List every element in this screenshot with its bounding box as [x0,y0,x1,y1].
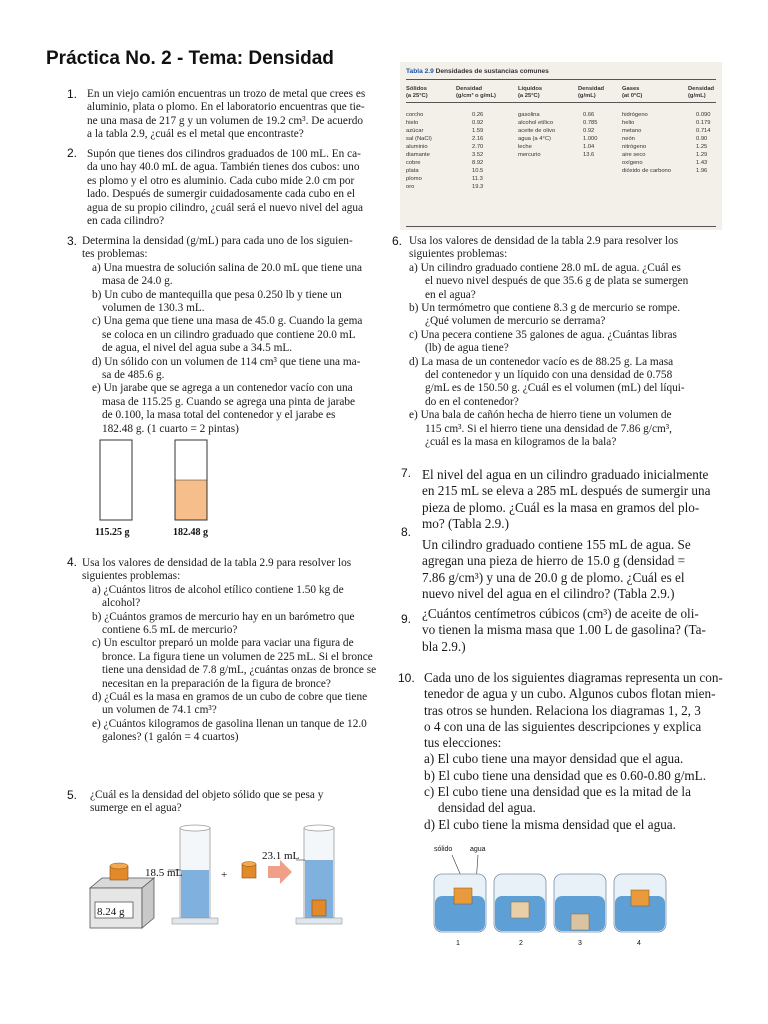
scale-reading: 8.24 g [97,906,125,918]
q1-number: 1. [67,87,78,101]
table-cell-solido-densidad: 1.59 [472,128,484,135]
table-cell-solido: diamante [406,152,430,159]
q2-text: Supón que tienes dos cilindros graduados de 100 mL. En ca- da uno hay 40.0 mL de agua. También tienes dos cubos: uno es plomo y el otro es aluminio. Cada cubo mide 2.0 cm por lado. Después de sumergir cuidadosamente cada cubo en el agua de su propio cilindro, ¿cuál será el nuevo nivel del agua en cada cilindro? [87,148,364,228]
table-cell-liquido-densidad: 1.04 [583,144,595,151]
beaker-1-label: 1 [456,940,460,947]
water-before [181,870,209,918]
table-cell-gas-densidad: 1.96 [696,168,708,175]
table-cell-solido: cobre [406,160,421,167]
column-liquidos [518,111,555,159]
beaker-3-label: 3 [578,940,582,947]
q8-number: 8. [401,525,412,539]
table-cell-gas: hidrógeno [622,112,648,118]
volume-after-label: 23.1 mL [262,850,300,862]
table-cell-liquido: leche [518,144,532,151]
beaker-2-label: 2 [519,940,523,947]
table-cell-solido: sal (NaCl) [406,136,432,143]
table-cell-gas: oxígeno [622,160,643,167]
table-cell-gas-densidad: 1.43 [696,160,708,167]
table-cell-solido-densidad: 11.3 [472,176,483,183]
table-cell-solido: plomo [406,176,422,183]
column-gases [622,111,671,175]
header-liquidos-densidad: Densidad (g/mL) [578,86,605,99]
q9-number: 9. [401,612,412,626]
table-cell-liquido: mercurio [518,152,541,159]
full-container-label: 182.48 g [173,527,208,538]
displacement-figure [82,818,382,938]
q10-number: 10. [398,671,415,685]
table-cell-solido-densidad: 2.16 [472,136,484,143]
table-cell-liquido: gasolina [518,112,540,118]
q1-text: En un viejo camión encuentras un trozo de metal que crees es aluminio, plata o plomo. En el laboratorio encuentras que tie- ne una masa de 217 g y un volumen de 19.2 cm³. De acuerdo a la tabla 2.9, ¿cuál es el metal que encontraste? [87,88,366,141]
syrup-fill [176,480,207,520]
header-gases-densidad: Densidad (g/mL) [688,86,715,99]
table-cell-solido: hielo [406,120,419,127]
beakers-figure [430,852,670,947]
table-cell-liquido: agua (a 4°C) [518,136,551,143]
empty-container [100,440,132,520]
q3-text: Determina la densidad (g/mL) para cada uno de los siguien- tes problemas: a) Una muestra de solución salina de 20.0 mL que tiene una masa de 24.0 g. b) Un cubo de mantequilla que pesa 0.250 lb y tiene un volumen de 130.3 mL. c) Una gema que tiene una masa de 45.0 g. Cuando la gema se coloca en un cilindro graduado que contiene 20.0 mL de agua, el nivel del agua sube a 34.5 mL. d) Un sólido con un volumen de 114 cm³ que tiene una ma- sa de 485.6 g. e) Un jarabe que se agrega a un contenedor vacío con una masa de 115.25 g. Cuando se agrega una pinta de jarabe de 0.100, la masa total del contenedor y el jarabe es 182.48 g. (1 cuarto = 2 pintas) [82,235,363,435]
q5-text: ¿Cuál es la densidad del objeto sólido que se pesa y sumerge en el agua? [90,789,324,815]
density-table [400,62,722,230]
arrow-icon [268,860,292,884]
beaker-1 [434,874,486,932]
table-cell-gas: metano [622,128,642,135]
header-liquidos: Líquidos (a 25°C) [518,86,543,99]
table-cell-solido-densidad: 8.92 [472,160,484,167]
table-cell-solido: azúcar [406,128,424,135]
table-cell-gas-densidad: 0.179 [696,120,711,127]
table-cell-liquido: alcohol etílico [518,120,554,127]
table-cell-solido: plata [406,168,419,175]
table-cell-solido-densidad: 0.92 [472,120,484,127]
table-cell-solido: corcho [406,112,424,118]
q3-number: 3. [67,234,78,248]
syrup-containers-figure [90,438,240,530]
header-solidos-densidad: Densidad (g/cm³ o g/mL) [456,86,496,99]
table-cell-liquido-densidad: 0.92 [583,128,595,135]
volume-before-label: 18.5 mL [145,867,183,879]
table-cell-solido: aluminio [406,144,428,151]
beaker-4-label: 4 [637,940,641,947]
column-solidos [406,111,432,191]
table-cell-gas-densidad: 1.25 [696,144,708,151]
q8-text: Un cilindro graduado contiene 155 mL de agua. Se agregan una pieza de hierro de 15.0 g (densidad = 7.86 g/cm³) y una de 20.0 g de plomo. ¿Cuál es el nuevo nivel del agua en el cilindro? (Tabla 2.9.) [422,537,691,601]
table-caption: Tabla 2.9 Densidades de sustancias comunes [406,68,549,75]
table-cell-gas-densidad: 0.090 [696,112,711,118]
beaker-2 [494,874,546,932]
empty-container-label: 115.25 g [95,527,130,538]
q7-number: 7. [401,466,412,480]
table-cell-liquido-densidad: 0.66 [583,112,595,118]
column-gases-vals [696,111,711,175]
page-title: Práctica No. 2 - Tema: Densidad [46,48,334,69]
table-cell-liquido-densidad: 13.6 [583,152,595,159]
q7-text: El nivel del agua en un cilindro graduado inicialmente en 215 mL se eleva a 285 mL después de sumergir una pieza de plomo. ¿Cuál es la masa en gramos del plo- mo? (Tabla 2.9.) [422,467,711,531]
label-solido: sólido [434,846,453,853]
table-cell-gas: neón [622,136,635,143]
table-cell-solido-densidad: 3.52 [472,152,484,159]
header-solidos: Sólidos (a 25°C) [406,86,428,99]
table-cell-gas-densidad: 0.714 [696,128,711,135]
q4-number: 4. [67,555,78,569]
q6-text: Usa los valores de densidad de la tabla 2.9 para resolver los siguientes problemas: a) Un cilindro graduado contiene 28.0 mL de agua. ¿Cuál es el nuevo nivel después de que 35.6 g de plata se sumergen en el agua? b) Un termómetro que contiene 8.3 g de mercurio se rompe. ¿Qué volumen de mercurio se derrama? c) Una pecera contiene 35 galones de agua. ¿Cuántas libras (lb) de agua tiene? d) La masa de un contenedor vacío es de 88.25 g. La masa del contenedor y un líquido con una densidad de 0.758 g/mL es de 150.50 g. ¿Cuál es el volumen (mL) del líqui- do en el contenedor? e) Una bala de cañón hecha de hierro tiene un volumen de 115 cm³. Si el hierro tiene una densidad de 7.86 g/cm³, ¿cuál es la masa en kilogramos de la bala? [409,235,689,449]
beaker-4 [614,874,666,932]
table-cell-solido-densidad: 0.26 [472,112,484,118]
table-cell-gas-densidad: 0.90 [696,136,708,143]
table-cell-liquido: aceite de olivo [518,128,556,135]
column-solidos-vals [472,111,483,191]
column-liquidos-vals [583,111,598,159]
table-cell-solido: oro [406,184,415,191]
header-gases: Gases (at 0°C) [622,86,643,99]
q4-text: Usa los valores de densidad de la tabla 2.9 para resolver los siguientes problemas: a) ¿Cuántos litros de alcohol etílico contiene 1.50 kg de alcohol? b) ¿Cuántos gramos de mercurio hay en un barómetro que contiene 6.5 mL de mercurio? c) Un escultor preparó un molde para vaciar una figura de bronce. La figura tiene un volumen de 225 mL. Si el bronce tiene una densidad de 7.8 g/mL, ¿cuántas onzas de bronce se necesitan en la preparación de la figura de bronce? d) ¿Cuál es la masa en gramos de un cubo de cobre que tiene un volumen de 74.1 cm³? e) ¿Cuántos kilogramos de gasolina llenan un tanque de 12.0 galones? (1 galón = 4 cuartos) [82,557,377,744]
table-cell-solido-densidad: 2.70 [472,144,484,151]
table-cell-gas-densidad: 1.29 [696,152,708,159]
q6-number: 6. [392,234,403,248]
table-cell-gas: nitrógeno [622,144,647,151]
table-cell-gas: helio [622,120,635,127]
plus-sign: + [221,869,228,881]
table-cell-solido-densidad: 10.5 [472,168,484,175]
table-cell-liquido-densidad: 0.785 [583,120,598,127]
table-cell-gas: aire seco [622,152,646,159]
beaker-3 [554,874,606,932]
table-cell-solido-densidad: 19.3 [472,184,484,191]
table-cell-liquido-densidad: 1.000 [583,136,598,143]
q10-text: Cada uno de los siguientes diagramas representa un con- tenedor de agua y un cubo. Algunos cubos flotan mien- tras otros se hunden. Relaciona los diagramas 1, 2, 3 o 4 con una de las siguientes descripciones y explica tus elecciones: a) El cubo tiene una mayor densidad que el agua. b) El cubo tiene una densidad que es 0.60-0.80 g/mL. c) El cubo tiene una densidad que es la mitad de la densidad del agua. d) El cubo tiene la misma densidad que el agua. [424,670,723,832]
label-agua: agua [470,846,486,853]
q9-text: ¿Cuántos centímetros cúbicos (cm³) de aceite de oli- vo tienen la misma masa que 1.00 L de gasolina? (Ta- bla 2.9.) [422,606,706,654]
q5-number: 5. [67,788,78,802]
q2-number: 2. [67,146,78,160]
table-cell-gas: dióxido de carbono [622,168,671,175]
